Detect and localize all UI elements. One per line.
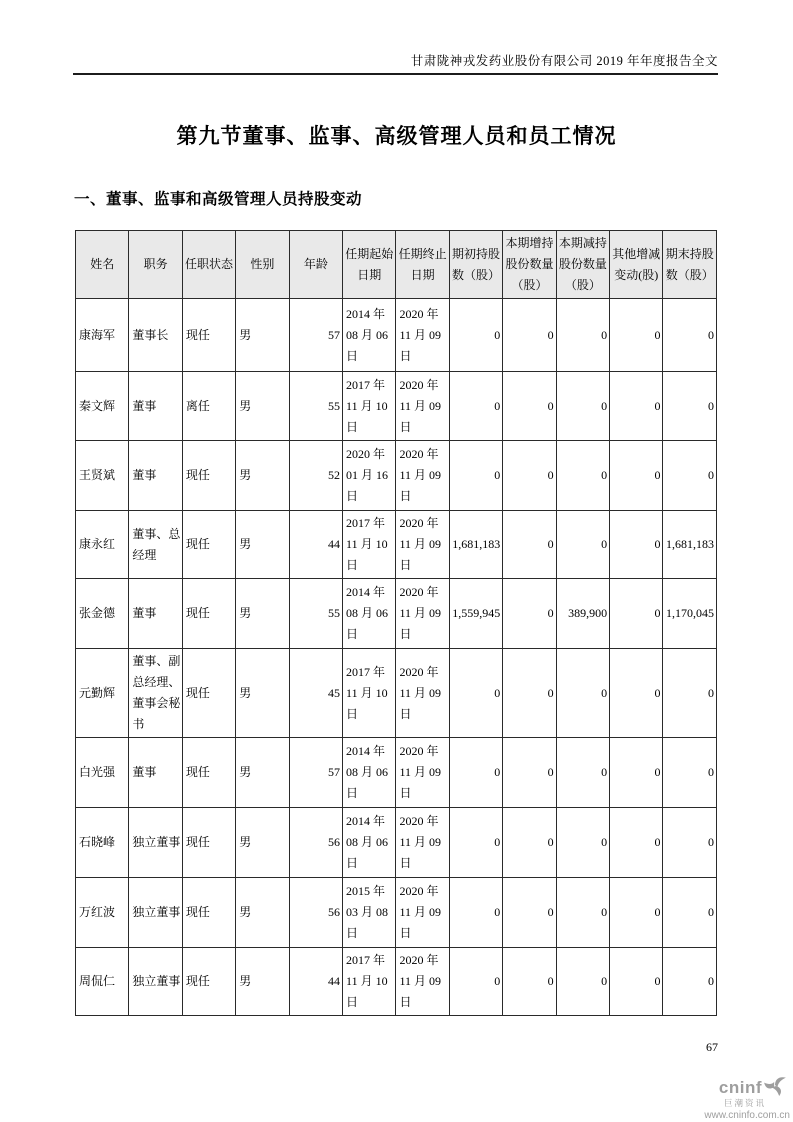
cell-end-date: 2020 年 11 月 09 日 [396, 579, 449, 649]
section-heading: 一、董事、监事和高级管理人员持股变动 [74, 191, 363, 208]
cell-status: 现任 [182, 738, 235, 808]
table-header-row [76, 231, 717, 299]
table-row [76, 738, 717, 808]
cell-end-date: 2020 年 11 月 09 日 [396, 878, 449, 948]
cell-position: 独立董事 [129, 878, 182, 948]
cell-shares-increased: 0 [503, 299, 556, 372]
cninfo-website: www.cninfo.com.cn [704, 1109, 790, 1121]
column-header: 任期终止日期 [396, 231, 449, 299]
cell-name: 白光强 [76, 738, 129, 808]
cell-age: 56 [289, 878, 342, 948]
cell-shares-decreased: 0 [556, 441, 609, 511]
cell-shares-decreased: 0 [556, 738, 609, 808]
cell-end-date: 2020 年 11 月 09 日 [396, 441, 449, 511]
cell-other-changes: 0 [610, 511, 663, 579]
cell-other-changes: 0 [610, 579, 663, 649]
cell-start-date: 2014 年 08 月 06 日 [343, 299, 396, 372]
cell-name: 康海军 [76, 299, 129, 372]
cell-shares-begin: 0 [449, 808, 502, 878]
cell-position: 董事 [129, 579, 182, 649]
cell-shares-end: 0 [663, 372, 717, 441]
cell-shares-increased: 0 [503, 738, 556, 808]
cell-age: 55 [289, 579, 342, 649]
cell-start-date: 2015 年 03 月 08 日 [343, 878, 396, 948]
cell-shares-begin: 0 [449, 441, 502, 511]
cell-shares-end: 0 [663, 738, 717, 808]
cell-name: 万红波 [76, 878, 129, 948]
column-header: 姓名 [76, 231, 129, 299]
cell-shares-end: 1,681,183 [663, 511, 717, 579]
cell-other-changes: 0 [610, 372, 663, 441]
shareholding-table [75, 230, 717, 1016]
cell-age: 52 [289, 441, 342, 511]
cell-end-date: 2020 年 11 月 09 日 [396, 299, 449, 372]
cell-start-date: 2017 年 11 月 10 日 [343, 948, 396, 1016]
header-divider [73, 73, 718, 75]
column-header: 期末持股数（股） [663, 231, 717, 299]
cell-other-changes: 0 [610, 649, 663, 738]
cell-shares-end: 0 [663, 878, 717, 948]
table-row [76, 808, 717, 878]
cell-shares-end: 0 [663, 649, 717, 738]
cell-shares-begin: 0 [449, 738, 502, 808]
cninfo-brand-text: cninf [718, 1077, 762, 1097]
column-header: 年龄 [289, 231, 342, 299]
cell-other-changes: 0 [610, 299, 663, 372]
document-header-text: 甘肃陇神戎发药业股份有限公司 2019 年年度报告全文 [410, 54, 718, 68]
cell-shares-increased: 0 [503, 649, 556, 738]
table-row [76, 511, 717, 579]
cell-age: 44 [289, 948, 342, 1016]
table-row [76, 372, 717, 441]
cell-end-date: 2020 年 11 月 09 日 [396, 808, 449, 878]
cell-status: 现任 [182, 299, 235, 372]
cell-status: 现任 [182, 878, 235, 948]
cell-status: 离任 [182, 372, 235, 441]
cell-position: 董事 [129, 372, 182, 441]
cell-shares-begin: 1,681,183 [449, 511, 502, 579]
cell-shares-increased: 0 [503, 579, 556, 649]
cell-position: 独立董事 [129, 948, 182, 1016]
cell-shares-end: 1,170,045 [663, 579, 717, 649]
table-row [76, 579, 717, 649]
cell-shares-decreased: 0 [556, 299, 609, 372]
column-header: 本期增持股份数量（股） [503, 231, 556, 299]
cell-name: 张金德 [76, 579, 129, 649]
cell-start-date: 2017 年 11 月 10 日 [343, 511, 396, 579]
cell-age: 55 [289, 372, 342, 441]
cell-other-changes: 0 [610, 808, 663, 878]
cell-age: 56 [289, 808, 342, 878]
cell-shares-increased: 0 [503, 372, 556, 441]
column-header: 期初持股数（股） [449, 231, 502, 299]
cell-age: 57 [289, 299, 342, 372]
cell-shares-decreased: 0 [556, 511, 609, 579]
cell-position: 董事 [129, 738, 182, 808]
cell-start-date: 2017 年 11 月 10 日 [343, 372, 396, 441]
cell-other-changes: 0 [610, 441, 663, 511]
column-header: 职务 [129, 231, 182, 299]
cell-shares-begin: 0 [449, 372, 502, 441]
cell-shares-begin: 1,559,945 [449, 579, 502, 649]
cell-shares-increased: 0 [503, 948, 556, 1016]
cell-shares-decreased: 0 [556, 372, 609, 441]
cell-shares-decreased: 389,900 [556, 579, 609, 649]
table-row [76, 299, 717, 372]
cell-other-changes: 0 [610, 738, 663, 808]
cell-gender: 男 [236, 649, 289, 738]
cell-status: 现任 [182, 649, 235, 738]
cell-shares-end: 0 [663, 948, 717, 1016]
cell-age: 44 [289, 511, 342, 579]
column-header: 其他增减变动(股) [610, 231, 663, 299]
cell-gender: 男 [236, 948, 289, 1016]
cninfo-caption: 巨潮资讯 [723, 1097, 766, 1108]
column-header: 任职状态 [182, 231, 235, 299]
cell-gender: 男 [236, 579, 289, 649]
cell-age: 45 [289, 649, 342, 738]
cell-shares-end: 0 [663, 808, 717, 878]
cell-shares-increased: 0 [503, 808, 556, 878]
cell-name: 王贤斌 [76, 441, 129, 511]
cell-shares-begin: 0 [449, 299, 502, 372]
cell-gender: 男 [236, 299, 289, 372]
cell-shares-end: 0 [663, 299, 717, 372]
cell-other-changes: 0 [610, 948, 663, 1016]
cell-name: 秦文辉 [76, 372, 129, 441]
table-body [76, 299, 717, 1016]
cell-name: 康永红 [76, 511, 129, 579]
cell-end-date: 2020 年 11 月 09 日 [396, 649, 449, 738]
cell-status: 现任 [182, 511, 235, 579]
cell-status: 现任 [182, 948, 235, 1016]
cell-position: 董事 [129, 441, 182, 511]
cell-position: 董事、副总经理、董事会秘书 [129, 649, 182, 738]
cell-end-date: 2020 年 11 月 09 日 [396, 738, 449, 808]
cell-start-date: 2014 年 08 月 06 日 [343, 738, 396, 808]
cell-end-date: 2020 年 11 月 09 日 [396, 511, 449, 579]
cell-start-date: 2014 年 08 月 06 日 [343, 808, 396, 878]
cell-shares-begin: 0 [449, 948, 502, 1016]
cell-shares-begin: 0 [449, 878, 502, 948]
cninfo-logo [670, 1076, 790, 1121]
cell-shares-increased: 0 [503, 878, 556, 948]
table-row [76, 948, 717, 1016]
cell-name: 石晓峰 [76, 808, 129, 878]
cell-gender: 男 [236, 441, 289, 511]
cell-position: 独立董事 [129, 808, 182, 878]
cell-name: 周侃仁 [76, 948, 129, 1016]
column-header: 任期起始日期 [343, 231, 396, 299]
page-title: 第九节董事、监事、高级管理人员和员工情况 [176, 124, 617, 148]
cell-shares-decreased: 0 [556, 948, 609, 1016]
cell-position: 董事、总经理 [129, 511, 182, 579]
cell-shares-increased: 0 [503, 511, 556, 579]
cell-status: 现任 [182, 441, 235, 511]
page-number: 67 [706, 1040, 718, 1054]
cell-status: 现任 [182, 808, 235, 878]
cell-gender: 男 [236, 511, 289, 579]
cell-shares-decreased: 0 [556, 808, 609, 878]
pinwheel-swirl-icon [764, 1076, 786, 1101]
cell-age: 57 [289, 738, 342, 808]
cell-shares-decreased: 0 [556, 649, 609, 738]
cell-start-date: 2017 年 11 月 10 日 [343, 649, 396, 738]
cell-position: 董事长 [129, 299, 182, 372]
cell-status: 现任 [182, 579, 235, 649]
column-header: 性别 [236, 231, 289, 299]
table-row [76, 441, 717, 511]
cell-shares-begin: 0 [449, 649, 502, 738]
cell-shares-decreased: 0 [556, 878, 609, 948]
cell-gender: 男 [236, 372, 289, 441]
cninfo-logo-top [670, 1076, 790, 1101]
cell-end-date: 2020 年 11 月 09 日 [396, 372, 449, 441]
cell-start-date: 2020 年 01 月 16 日 [343, 441, 396, 511]
cell-start-date: 2014 年 08 月 06 日 [343, 579, 396, 649]
cell-name: 元勤辉 [76, 649, 129, 738]
cell-end-date: 2020 年 11 月 09 日 [396, 948, 449, 1016]
column-header: 本期减持股份数量（股） [556, 231, 609, 299]
table-row [76, 649, 717, 738]
table-row [76, 878, 717, 948]
cell-gender: 男 [236, 808, 289, 878]
cell-gender: 男 [236, 738, 289, 808]
cell-shares-increased: 0 [503, 441, 556, 511]
cell-shares-end: 0 [663, 441, 717, 511]
cell-other-changes: 0 [610, 878, 663, 948]
cell-gender: 男 [236, 878, 289, 948]
